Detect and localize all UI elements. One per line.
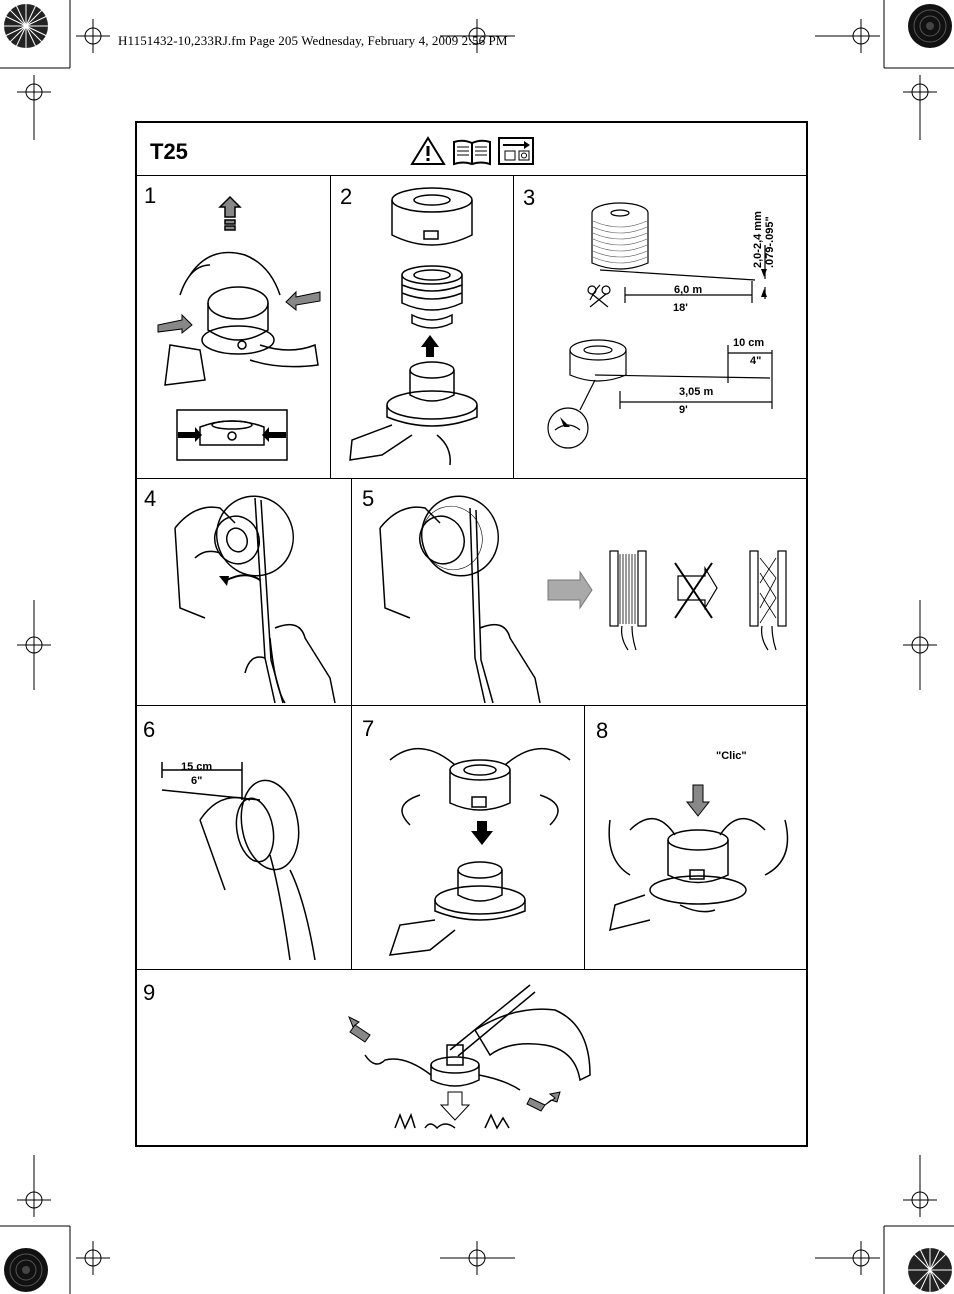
- end-length-cm-label: 15 cm: [181, 761, 213, 773]
- line-diameter-in-label: .079-.095": [764, 216, 776, 268]
- step-number-9: 9: [143, 980, 156, 1005]
- step-number-8: 8: [596, 718, 609, 743]
- line-diameter-mm-label: 2,0-2,4 mm: [752, 211, 764, 268]
- instruction-arrow-icon: [498, 137, 534, 165]
- step-number-6: 6: [143, 717, 156, 742]
- offset-in-label: 4": [750, 355, 762, 367]
- grid-divider: [584, 705, 585, 969]
- step-number-7: 7: [362, 716, 375, 741]
- step5-illustration: [370, 488, 800, 703]
- clic-sound-label: "Clic": [716, 750, 747, 762]
- step1-illustration: [150, 195, 325, 465]
- grid-divider: [136, 969, 807, 970]
- step2-illustration: [342, 185, 507, 470]
- step-number-4: 4: [144, 486, 157, 511]
- step-number-3: 3: [523, 185, 536, 210]
- page-title: T25: [150, 139, 188, 164]
- total-length-ft-label: 18': [673, 302, 688, 314]
- step7-illustration: [380, 725, 575, 965]
- step9-trimmer-illustration: [345, 980, 600, 1140]
- file-header-text: H1151432-10,233RJ.fm Page 205 Wednesday, February 4, 2009 2:56 PM: [118, 33, 508, 48]
- total-length-m-label: 6,0 m: [674, 284, 703, 296]
- step-number-2: 2: [340, 184, 353, 209]
- warning-icon: [410, 136, 446, 166]
- grid-divider: [330, 175, 331, 478]
- grid-divider: [513, 175, 514, 478]
- grid-divider: [136, 478, 807, 479]
- grid-divider: [351, 478, 352, 969]
- step8-illustration: [600, 780, 800, 960]
- manual-book-icon: [452, 138, 492, 166]
- end-length-in-label: 6": [191, 775, 203, 787]
- offset-cm-label: 10 cm: [733, 337, 765, 349]
- grid-divider: [136, 175, 807, 176]
- step6-illustration: [150, 760, 345, 960]
- step4-illustration: [165, 488, 345, 703]
- half-length-ft-label: 9': [679, 404, 688, 416]
- half-length-m-label: 3,05 m: [679, 386, 714, 398]
- step-number-5: 5: [362, 486, 375, 511]
- step-number-1: 1: [144, 183, 157, 208]
- grid-divider: [136, 705, 807, 706]
